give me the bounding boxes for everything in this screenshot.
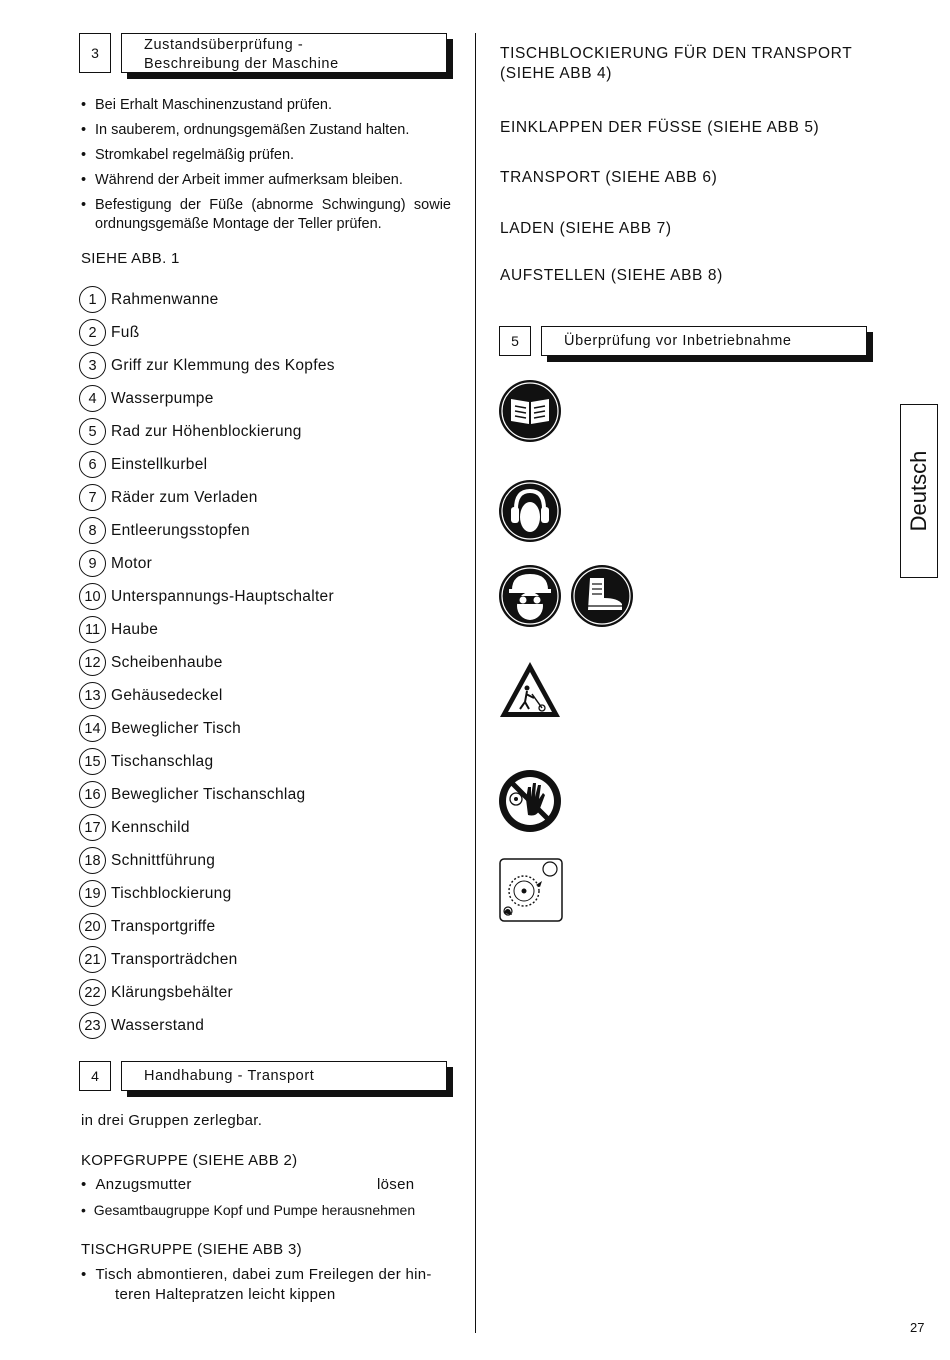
list-item [79,844,335,877]
bullet-text: Gesamtbaugruppe Kopf und Pumpe herausnehmen [93,1202,416,1218]
table-group-bullet: • Tisch abmontieren, dabei zum Freilegen der hin- teren Haltepratzen leicht kippen [81,1265,453,1305]
item-label: Tischblockierung [111,884,232,902]
list-item [79,712,335,745]
item-number: 7 [79,484,106,511]
bullet-text-line1: Tisch abmontieren, dabei zum Freilegen der hin- [95,1266,432,1283]
item-number: 4 [79,385,106,412]
section-4-header [79,1061,451,1103]
head-group-bullet-1: • Anzugsmutter lösen [81,1176,415,1193]
list-item [79,1009,335,1042]
list-item [79,613,335,646]
list-item [79,976,335,1009]
section-title [121,33,447,73]
language-label: Deutsch [906,450,931,532]
list-item [79,877,335,910]
item-number: 23 [79,1012,106,1039]
item-number: 13 [79,682,106,709]
list-item [79,382,335,415]
list-item [79,778,335,811]
head-group-heading: KOPFGRUPPE (SIEHE ABB 2) [81,1152,298,1169]
list-item [79,514,335,547]
item-label: Scheibenhaube [111,653,223,671]
list-item [79,283,335,316]
list-item [79,745,335,778]
item-number: 20 [79,913,106,940]
head-group-bullet-2: • Gesamtbaugruppe Kopf und Pumpe herausnehmen [81,1202,416,1218]
list-item: • Befestigung der Füße (abnorme Schwingung) sowie ordnungsgemäße Montage der Teller prüfen. [81,196,451,234]
item-label: Rahmenwanne [111,290,219,308]
heading-line2: (SIEHE ABB 4) [500,65,613,82]
list-item [79,811,335,844]
loading-heading: LADEN (SIEHE ABB 7) [500,220,672,237]
item-label: Haube [111,620,159,638]
section-number: 4 [79,1061,111,1091]
item-number: 16 [79,781,106,808]
item-label: Rad zur Höhenblockierung [111,422,302,440]
item-number: 9 [79,550,106,577]
list-item [79,646,335,679]
item-label: Klärungsbehälter [111,983,233,1001]
item-number: 1 [79,286,106,313]
no-hands-icon [498,769,562,833]
bullet-text-end: lösen [377,1176,415,1193]
parts-list [79,283,335,1042]
list-item [79,481,335,514]
bullet-text: Anzugsmutter [95,1176,192,1193]
list-item: • In sauberem, ordnungsgemäßen Zustand halten. [81,121,451,140]
item-label: Motor [111,554,153,572]
item-label: Griff zur Klemmung des Kopfes [111,356,335,374]
helmet-goggles-icon [498,564,562,628]
item-number: 15 [79,748,106,775]
list-item [79,679,335,712]
section-title: Handhabung - Transport [121,1061,447,1091]
item-number: 6 [79,451,106,478]
item-label: Räder zum Verladen [111,488,258,506]
table-group-heading: TISCHGRUPPE (SIEHE ABB 3) [81,1241,302,1258]
list-item: • Bei Erhalt Maschinenzustand prüfen. [81,96,451,115]
list-item [79,349,335,382]
warning-triangle-icon [498,660,562,720]
list-item [79,316,335,349]
section-title: Überprüfung vor Inbetriebnahme [541,326,867,356]
item-number: 2 [79,319,106,346]
fold-feet-heading: EINKLAPPEN DER FÜSSE (SIEHE ABB 5) [500,119,820,136]
list-item [79,943,335,976]
item-label: Kennschild [111,818,190,836]
item-label: Entleerungsstopfen [111,521,250,539]
heading-line1: TISCHBLOCKIERUNG FÜR DEN TRANSPORT [500,45,853,62]
item-number: 8 [79,517,106,544]
list-item [79,580,335,613]
list-item [79,415,335,448]
item-number: 18 [79,847,106,874]
item-number: 17 [79,814,106,841]
section-4-intro: in drei Gruppen zerlegbar. [81,1112,263,1129]
transport-lock-heading [500,44,852,84]
item-label: Tischanschlag [111,752,214,770]
section-3-header [79,33,451,75]
item-label: Gehäusedeckel [111,686,223,704]
item-number: 21 [79,946,106,973]
item-label: Beweglicher Tischanschlag [111,785,306,803]
item-label: Fuß [111,323,140,341]
item-label: Unterspannungs-Hauptschalter [111,587,334,605]
list-item [79,910,335,943]
item-label: Einstellkurbel [111,455,208,473]
item-number: 22 [79,979,106,1006]
list-item [79,448,335,481]
item-label: Wasserpumpe [111,389,214,407]
list-item: • Während der Arbeit immer aufmerksam bleiben. [81,171,451,190]
item-number: 11 [79,616,106,643]
read-manual-icon [498,379,562,443]
section-number: 3 [79,33,111,73]
item-number: 12 [79,649,106,676]
item-label: Wasserstand [111,1016,205,1034]
bullet-text-line2: teren Haltepratzen leicht kippen [115,1286,336,1303]
safety-boot-icon [570,564,634,628]
language-tab [900,404,938,578]
ear-protection-icon [498,479,562,543]
item-number: 3 [79,352,106,379]
item-number: 10 [79,583,106,610]
list-item: • Stromkabel regelmäßig prüfen. [81,146,451,165]
page-number: 27 [910,1320,925,1335]
section-number: 5 [499,326,531,356]
item-number: 5 [79,418,106,445]
saw-blade-icon [498,857,564,923]
list-item [79,547,335,580]
condition-check-list [81,96,451,240]
see-figure-1: SIEHE ABB. 1 [81,250,180,267]
transport-heading: TRANSPORT (SIEHE ABB 6) [500,169,718,186]
column-divider [475,33,476,1333]
section-title-line1: Zustandsüberprüfung - [144,37,304,53]
section-title-line2: Beschreibung der Maschine [144,56,339,72]
item-label: Schnittführung [111,851,216,869]
section-5-header [499,326,871,368]
item-number: 14 [79,715,106,742]
item-label: Beweglicher Tisch [111,719,242,737]
item-label: Transporträdchen [111,950,238,968]
item-number: 19 [79,880,106,907]
item-label: Transportgriffe [111,917,216,935]
setup-heading: AUFSTELLEN (SIEHE ABB 8) [500,267,723,284]
